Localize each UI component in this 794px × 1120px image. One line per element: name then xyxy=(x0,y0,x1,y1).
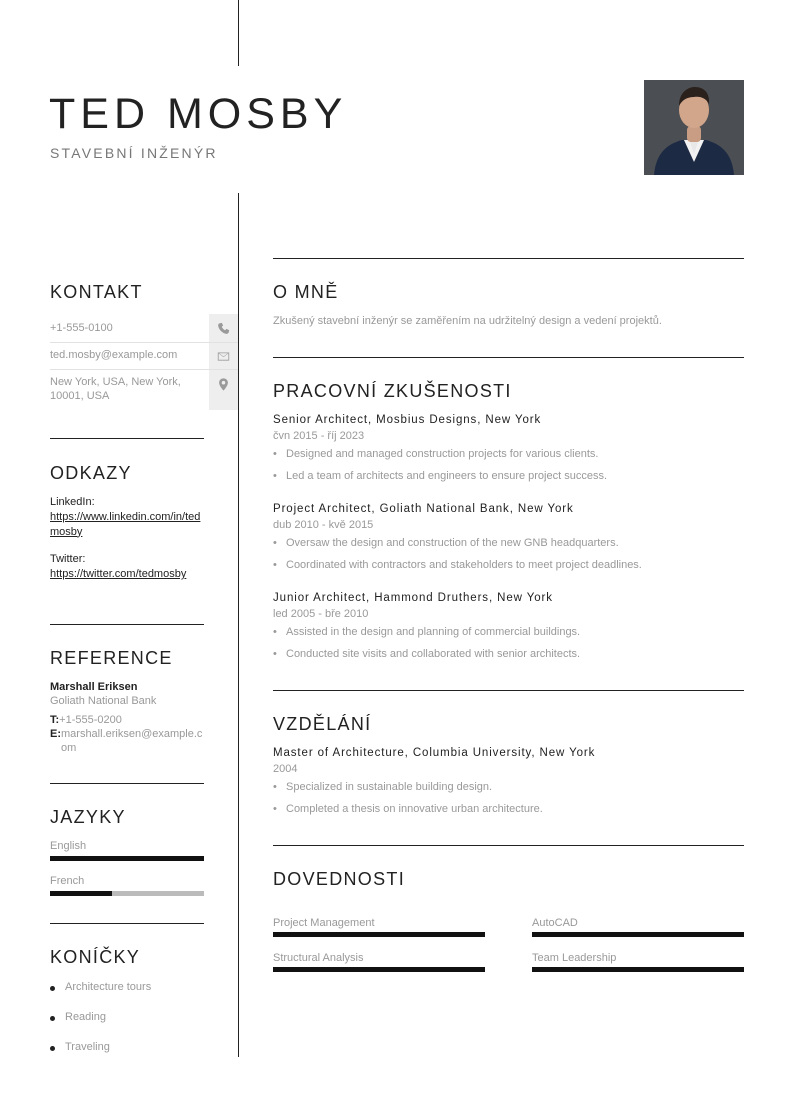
education-degree: Master of Architecture, Columbia University, New York xyxy=(273,747,596,759)
link-label-twitter: Twitter: xyxy=(50,553,86,565)
skill-level-bar xyxy=(532,932,744,937)
contact-phone[interactable]: +1-555-0100 xyxy=(50,322,113,334)
job-bullet-text: Coordinated with contractors and stakeholders to meet project deadlines. xyxy=(286,559,642,571)
education-bullet-text: Completed a thesis on innovative urban architecture. xyxy=(286,803,543,815)
job-dates: led 2005 - bře 2010 xyxy=(273,608,369,620)
contact-email[interactable]: ted.mosby@example.com xyxy=(50,349,178,361)
bullet-icon: • xyxy=(273,448,277,460)
job-title: Project Architect, Goliath National Bank, New York xyxy=(273,503,574,515)
skill-level-bar xyxy=(273,932,485,937)
contact-address: New York, USA, New York, 10001, USA xyxy=(50,376,181,402)
candidate-role: STAVEBNÍ INŽENÝR xyxy=(50,145,218,161)
reference-phone-label: T: xyxy=(50,714,60,726)
experience-heading: PRACOVNÍ ZKUŠENOSTI xyxy=(273,381,512,401)
reference-email-label: E: xyxy=(50,728,61,740)
contact-email-row xyxy=(50,343,238,370)
contact-heading: KONTAKT xyxy=(50,282,143,302)
language-name: French xyxy=(50,875,85,887)
skill-name: Team Leadership xyxy=(532,952,617,964)
reference-heading: REFERENCE xyxy=(50,648,173,668)
bullet-icon: • xyxy=(273,648,277,660)
phone-icon xyxy=(209,314,238,342)
sidebar-rule xyxy=(50,624,204,625)
job-bullet-text: Conducted site visits and collaborated with senior architects. xyxy=(286,648,581,660)
bullet-icon: • xyxy=(273,470,277,482)
job-title: Senior Architect, Mosbius Designs, New York xyxy=(273,414,542,426)
job-title: Junior Architect, Hammond Druthers, New York xyxy=(273,592,553,604)
profile-photo xyxy=(644,80,744,175)
divider-vertical-top xyxy=(238,0,239,66)
job-bullet-text: Assisted in the design and planning of commercial buildings. xyxy=(286,626,581,638)
portrait-image xyxy=(644,80,744,175)
contact-address-row xyxy=(50,370,238,410)
bullet-icon: • xyxy=(273,803,277,815)
reference-phone-line xyxy=(50,713,210,727)
hobby-text: Architecture tours xyxy=(65,981,152,993)
reference-company: Goliath National Bank xyxy=(50,695,157,707)
bullet-dot-icon xyxy=(50,1016,55,1021)
language-level-bar xyxy=(50,856,204,861)
language-name: English xyxy=(50,840,87,852)
sidebar-rule xyxy=(50,438,204,439)
about-text: Zkušený stavební inženýr se zaměřením na udržitelný design a vedení projektů. xyxy=(273,315,662,327)
language-level-fill xyxy=(50,891,112,896)
reference-phone[interactable]: +1-555-0200 xyxy=(59,714,122,726)
sidebar-rule xyxy=(50,783,204,784)
candidate-name: TED MOSBY xyxy=(49,90,348,138)
hobbies-heading: KONÍČKY xyxy=(50,947,141,967)
hobby-text: Reading xyxy=(65,1011,106,1023)
section-rule xyxy=(273,258,744,259)
contact-phone-row xyxy=(50,314,238,343)
job-bullet-text: Oversaw the design and construction of the new GNB headquarters. xyxy=(286,537,619,549)
section-rule xyxy=(273,845,744,846)
reference-name: Marshall Eriksen xyxy=(50,681,138,693)
bullet-dot-icon xyxy=(50,986,55,991)
job-bullet-text: Led a team of architects and engineers to ensure project success. xyxy=(286,470,608,482)
job-dates: čvn 2015 - říj 2023 xyxy=(273,430,365,442)
education-heading: VZDĚLÁNÍ xyxy=(273,714,372,734)
bullet-icon: • xyxy=(273,626,277,638)
education-bullet-text: Specialized in sustainable building design. xyxy=(286,781,493,793)
hobby-text: Traveling xyxy=(65,1041,110,1053)
skill-level-bar xyxy=(532,967,744,972)
skill-name: AutoCAD xyxy=(532,917,578,929)
links-heading: ODKAZY xyxy=(50,463,132,483)
education-year: 2004 xyxy=(273,763,298,775)
sidebar-rule xyxy=(50,923,204,924)
link-twitter[interactable]: https://twitter.com/tedmosby xyxy=(50,568,187,580)
envelope-icon xyxy=(209,343,238,369)
job-dates: dub 2010 - kvě 2015 xyxy=(273,519,374,531)
bullet-icon: • xyxy=(273,781,277,793)
about-heading: O MNĚ xyxy=(273,282,339,302)
skills-heading: DOVEDNOSTI xyxy=(273,869,406,889)
job-bullet-text: Designed and managed construction projects for various clients. xyxy=(286,448,599,460)
bullet-dot-icon xyxy=(50,1046,55,1051)
section-rule xyxy=(273,357,744,358)
language-level-fill xyxy=(50,856,204,861)
bullet-icon: • xyxy=(273,559,277,571)
map-pin-icon xyxy=(209,370,238,410)
skill-level-bar xyxy=(273,967,485,972)
bullet-icon: • xyxy=(273,537,277,549)
link-linkedin[interactable]: https://www.linkedin.com/in/tedmosby xyxy=(50,511,201,538)
language-level-bar xyxy=(50,891,204,896)
languages-heading: JAZYKY xyxy=(50,807,126,827)
divider-vertical-main xyxy=(238,193,239,1057)
reference-email[interactable]: marshall.eriksen@example.com xyxy=(61,728,203,754)
link-label-linkedin: LinkedIn: xyxy=(50,496,95,508)
skill-name: Project Management xyxy=(273,917,375,929)
skill-name: Structural Analysis xyxy=(273,952,364,964)
section-rule xyxy=(273,690,744,691)
